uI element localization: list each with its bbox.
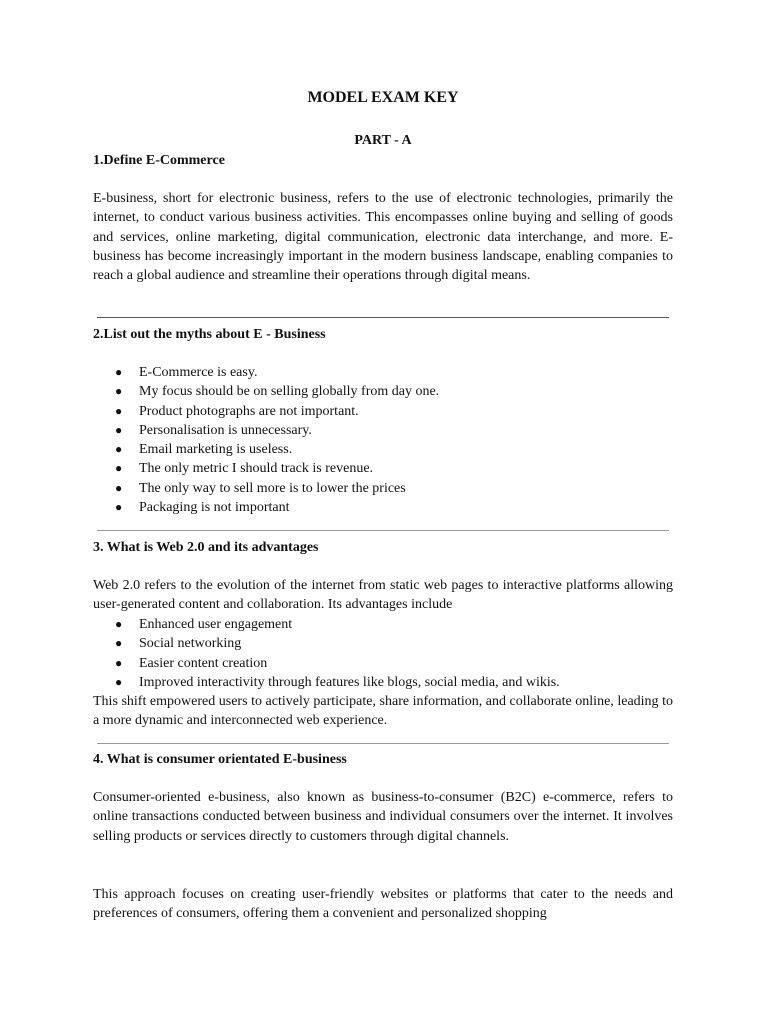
question-1-answer: E-business, short for electronic business, refers to the use of electronic technologies, primarily the internet, to conduct various business activities. This encompasses online buying and selling of goods and services, online marketing, digital communication, electronic data interchange, and more. E-business has become increasingly important in the modern business landscape, enabling companies to reach a global audience and streamline their operations through digital means. <box>93 191 673 284</box>
page-title: MODEL EXAM KEY <box>307 89 459 106</box>
list-item: ● Product photographs are not important. <box>93 402 673 421</box>
bullet-icon: ● <box>115 636 123 651</box>
bullet-icon: ● <box>115 403 123 418</box>
bullet-icon: ● <box>115 442 123 457</box>
question-4-heading: 4. What is consumer orientated E-business <box>93 752 347 767</box>
list-item: ● Easier content creation <box>93 654 673 673</box>
bullet-icon: ● <box>115 365 123 379</box>
list-item: ● Personalisation is unnecessary. <box>93 421 673 440</box>
advantages-list <box>93 615 673 692</box>
bullet-icon: ● <box>115 461 123 476</box>
bullet-icon: ● <box>115 422 123 437</box>
bullet-icon: ● <box>115 480 123 495</box>
question-3-conclusion: This shift empowered users to actively participate, share information, and collaborate online, leading to a more dynamic and interconnected web experience. <box>93 694 673 729</box>
section-divider <box>97 317 669 318</box>
bullet-icon: ● <box>115 384 123 399</box>
question-2-heading: 2.List out the myths about E - Business <box>93 327 326 342</box>
bullet-icon: ● <box>115 500 123 515</box>
question-4-answer-2: This approach focuses on creating user-friendly websites or platforms that cater to the needs and preferences of consumers, offering them a convenient and personalized shopping <box>93 887 673 922</box>
question-3-intro: Web 2.0 refers to the evolution of the internet from static web pages to interactive platforms allowing user-generated content and collaboration. Its advantages include <box>93 578 673 613</box>
part-heading: PART - A <box>354 133 412 148</box>
bullet-icon: ● <box>115 655 123 670</box>
list-item: ● Email marketing is useless. <box>93 440 673 459</box>
list-item: ● The only way to sell more is to lower the prices <box>93 479 673 498</box>
section-divider <box>97 743 669 744</box>
question-3-heading: 3. What is Web 2.0 and its advantages <box>93 540 319 555</box>
list-item: ● The only metric I should track is revenue. <box>93 459 673 478</box>
section-divider <box>97 530 669 531</box>
list-item: ● Improved interactivity through features like blogs, social media, and wikis. <box>93 673 673 692</box>
list-item: ● Social networking <box>93 634 673 653</box>
question-4-answer-1: Consumer-oriented e-business, also known as business-to-consumer (B2C) e-commerce, refers to online transactions conducted between business and individual consumers over the internet. It involves selling products or services directly to customers through digital channels. <box>93 790 673 844</box>
list-item: ● My focus should be on selling globally from day one. <box>93 382 673 401</box>
question-1-heading: 1.Define E-Commerce <box>93 153 225 168</box>
bullet-icon: ● <box>115 674 123 689</box>
list-item: ● Packaging is not important <box>93 498 673 517</box>
bullet-icon: ● <box>115 617 123 631</box>
list-item: ● E-Commerce is easy. <box>93 363 673 382</box>
myths-list <box>93 363 673 517</box>
list-item: ● Enhanced user engagement <box>93 615 673 634</box>
